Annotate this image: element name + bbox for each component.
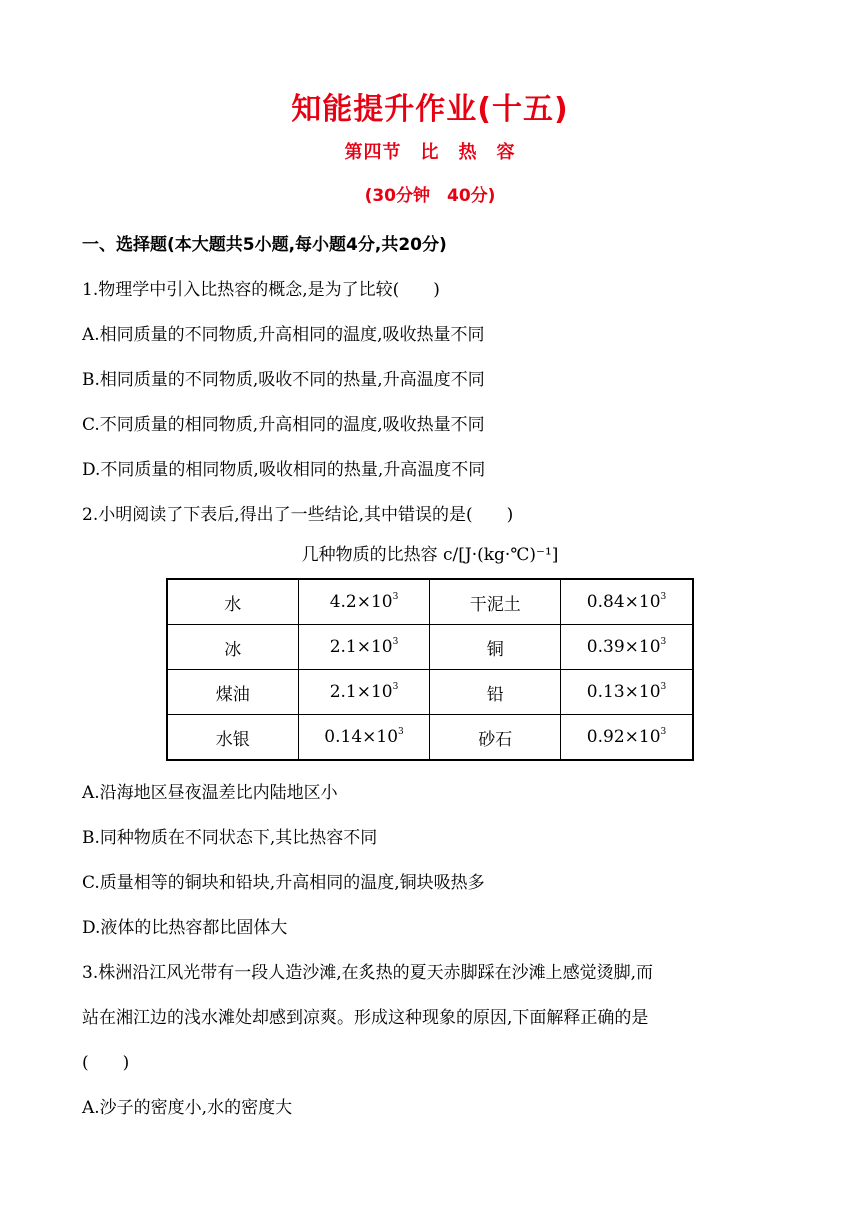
cell-value: 0.92×10 xyxy=(586,727,661,747)
cell-exponent: 3 xyxy=(392,682,399,692)
question-3-stem-line-2: 站在湘江边的浅水滩处却感到凉爽。形成这种现象的原因,下面解释正确的是 xyxy=(82,1008,649,1028)
table-cell xyxy=(167,579,298,625)
cell-exponent: 3 xyxy=(660,727,667,737)
page-title: 知能提升作业(十五) xyxy=(291,92,569,127)
table-cell xyxy=(167,715,298,761)
table-cell xyxy=(561,625,693,670)
section-subtitle: 第四节 比 热 容 xyxy=(344,142,516,163)
section-heading: 一、选择题(本大题共5小题,每小题4分,共20分) xyxy=(82,235,447,255)
cell-exponent: 3 xyxy=(660,682,667,692)
question-1-option-c: C.不同质量的相同物质,升高相同的温度,吸收热量不同 xyxy=(82,415,485,435)
question-3-option-a: A.沙子的密度小,水的密度大 xyxy=(82,1098,293,1118)
cell-value: 0.39×10 xyxy=(586,637,661,657)
cell-value: 煤油 xyxy=(215,684,250,705)
cell-exponent: 3 xyxy=(392,637,399,647)
question-2-stem: 2.小明阅读了下表后,得出了一些结论,其中错误的是( ) xyxy=(82,505,514,525)
table-cell xyxy=(561,579,693,625)
table-cell xyxy=(298,715,430,761)
cell-value: 2.1×10 xyxy=(329,637,393,657)
cell-value: 2.1×10 xyxy=(329,682,393,702)
table-cell xyxy=(167,670,298,715)
table-cell xyxy=(298,670,430,715)
table-cell xyxy=(561,670,693,715)
question-2-option-a: A.沿海地区昼夜温差比内陆地区小 xyxy=(82,783,338,803)
table-row xyxy=(167,579,693,625)
cell-value: 铅 xyxy=(486,684,504,705)
question-1-option-b: B.相同质量的不同物质,吸收不同的热量,升高温度不同 xyxy=(82,370,485,390)
question-2-option-d: D.液体的比热容都比固体大 xyxy=(82,918,288,938)
table-cell xyxy=(167,625,298,670)
cell-exponent: 3 xyxy=(398,727,404,737)
cell-exponent: 3 xyxy=(392,592,399,602)
table-cell xyxy=(430,625,561,670)
table-row xyxy=(167,715,693,761)
table-cell xyxy=(298,625,430,670)
cell-value: 4.2×10 xyxy=(329,592,393,612)
table-cell xyxy=(561,715,693,761)
question-1-option-a: A.相同质量的不同物质,升高相同的温度,吸收热量不同 xyxy=(82,325,485,345)
question-2-option-b: B.同种物质在不同状态下,其比热容不同 xyxy=(82,828,378,848)
cell-value: 水 xyxy=(224,594,242,615)
cell-value: 砂石 xyxy=(478,729,513,750)
cell-value: 0.84×10 xyxy=(586,592,661,612)
cell-value: 干泥土 xyxy=(469,594,521,615)
table-cell xyxy=(430,579,561,625)
question-2-option-c: C.质量相等的铜块和铅块,升高相同的温度,铜块吸热多 xyxy=(82,873,485,893)
specific-heat-table xyxy=(166,578,694,761)
cell-value: 0.14×10 xyxy=(324,727,399,747)
table-cell xyxy=(430,670,561,715)
cell-value: 铜 xyxy=(486,639,504,660)
cell-exponent: 3 xyxy=(660,637,667,647)
question-3-stem-line-1: 3.株洲沿江风光带有一段人造沙滩,在炙热的夏天赤脚踩在沙滩上感觉烫脚,而 xyxy=(82,963,654,983)
question-1-stem: 1.物理学中引入比热容的概念,是为了比较( ) xyxy=(82,280,440,300)
table-caption: 几种物质的比热容 c/[J·(kg·℃)⁻¹] xyxy=(301,545,559,565)
time-score-note: (30分钟 40分) xyxy=(364,186,496,206)
table-row xyxy=(167,670,693,715)
question-1-option-d: D.不同质量的相同物质,吸收相同的热量,升高温度不同 xyxy=(82,460,486,480)
table-row xyxy=(167,625,693,670)
cell-value: 水银 xyxy=(215,729,250,750)
cell-exponent: 3 xyxy=(660,592,667,602)
question-3-stem-line-3: ( ) xyxy=(82,1053,130,1073)
cell-value: 0.13×10 xyxy=(586,682,661,702)
table-cell xyxy=(430,715,561,761)
table-cell xyxy=(298,579,430,625)
cell-value: 冰 xyxy=(224,639,242,660)
